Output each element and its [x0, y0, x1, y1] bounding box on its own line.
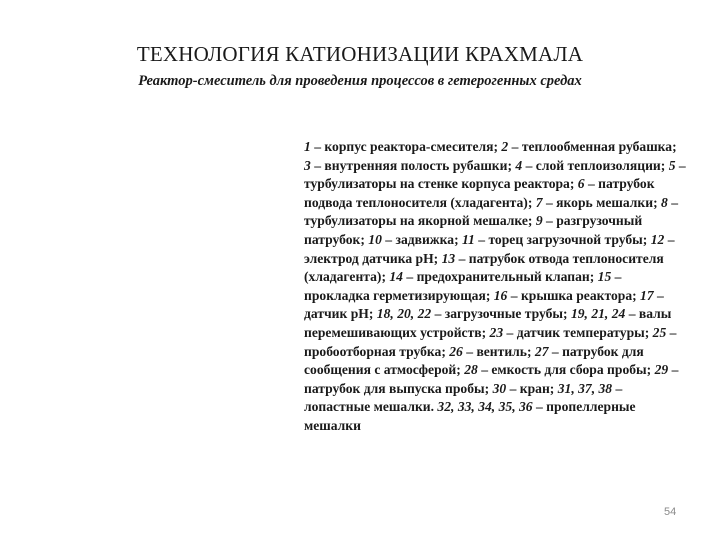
legend-number: 23 [489, 324, 504, 340]
legend-number: 30 [492, 380, 507, 396]
legend-description: – лопастные мешалки. [304, 380, 623, 415]
legend-number: 17 [640, 287, 654, 303]
legend-number: 5 [668, 157, 676, 173]
legend-number: 25 [652, 324, 667, 340]
legend-description: – турбулизаторы на стенке корпуса реактора; [304, 157, 686, 192]
legend-number: 12 [650, 231, 665, 247]
legend-number: 14 [389, 269, 403, 285]
legend-description: – задвижка; [381, 231, 462, 247]
legend-number: 9 [535, 213, 543, 229]
page-number: 54 [664, 506, 677, 518]
legend-description: – корпус реактора-смесителя; [310, 139, 502, 154]
legend-number: 7 [535, 194, 543, 210]
legend-number: 10 [368, 231, 382, 247]
legend-description: – патрубок для выпуска пробы; [304, 362, 679, 396]
legend-text [304, 138, 686, 436]
legend-number: 11 [462, 231, 475, 247]
legend-number: 27 [534, 343, 549, 359]
legend-description: – емкость для сбора пробы; [477, 362, 655, 378]
legend-number: 26 [449, 343, 463, 359]
legend-number: 32, 33, 34, 35, 36 [437, 399, 533, 415]
legend-number: 28 [464, 362, 478, 378]
legend-description: – вентиль; [462, 343, 535, 359]
legend-description: – торец загрузочной трубы; [474, 231, 651, 247]
legend-description: – кран; [506, 380, 558, 396]
legend-description: – валы перемешивающих устройств; [304, 306, 672, 340]
legend-description: – патрубок для сообщения с атмосферой; [304, 343, 644, 378]
legend-description: – патрубок отвода теплоносителя (хладагента); [304, 250, 664, 285]
legend-description: – датчик температуры; [503, 324, 653, 340]
legend-description: – пропеллерные мешалки [304, 399, 636, 433]
legend-description: – крышка реактора; [507, 287, 641, 303]
legend-number: 6 [577, 176, 585, 192]
legend-number: 19, 21, 24 [570, 306, 626, 322]
legend-description: – якорь мешалки; [542, 194, 662, 210]
legend-number: 1 [304, 139, 311, 154]
legend-number: 13 [441, 250, 456, 266]
legend-number: 4 [515, 157, 523, 173]
legend-description: – пробоотборная трубка; [304, 324, 677, 359]
legend-description: – слой теплоизоляции; [522, 157, 669, 173]
legend-description: – разгрузочный патрубок; [304, 213, 643, 247]
legend-description: – прокладка герметизирующая; [304, 269, 622, 303]
legend-number: 16 [493, 287, 508, 303]
legend-number: 18, 20, 22 [376, 306, 432, 322]
legend-number: 15 [597, 269, 612, 285]
legend-number: 2 [501, 139, 509, 154]
legend-description: – датчик pH; [304, 287, 664, 322]
legend-description: – предохранительный клапан; [402, 269, 598, 285]
legend-number: 3 [304, 157, 311, 173]
legend-description: – теплообменная рубашка; [508, 139, 677, 154]
legend-description: – внутренняя полость рубашки; [310, 157, 516, 173]
legend-description: – загрузочные трубы; [431, 306, 571, 322]
legend-description: – турбулизаторы на якорной мешалке; [304, 194, 679, 229]
legend-description: – электрод датчика pH; [304, 231, 675, 266]
legend-number: 29 [654, 362, 669, 378]
slide-title: ТЕХНОЛОГИЯ КАТИОНИЗАЦИИ КРАХМАЛА [136, 42, 584, 66]
slide-subtitle: Реактор-смеситель для проведения процессов в гетерогенных средах [138, 73, 582, 89]
legend-number: 8 [661, 194, 668, 210]
legend-description: – патрубок подвода теплоносителя (хладагента); [304, 176, 655, 210]
legend-number: 31, 37, 38 [557, 380, 613, 396]
